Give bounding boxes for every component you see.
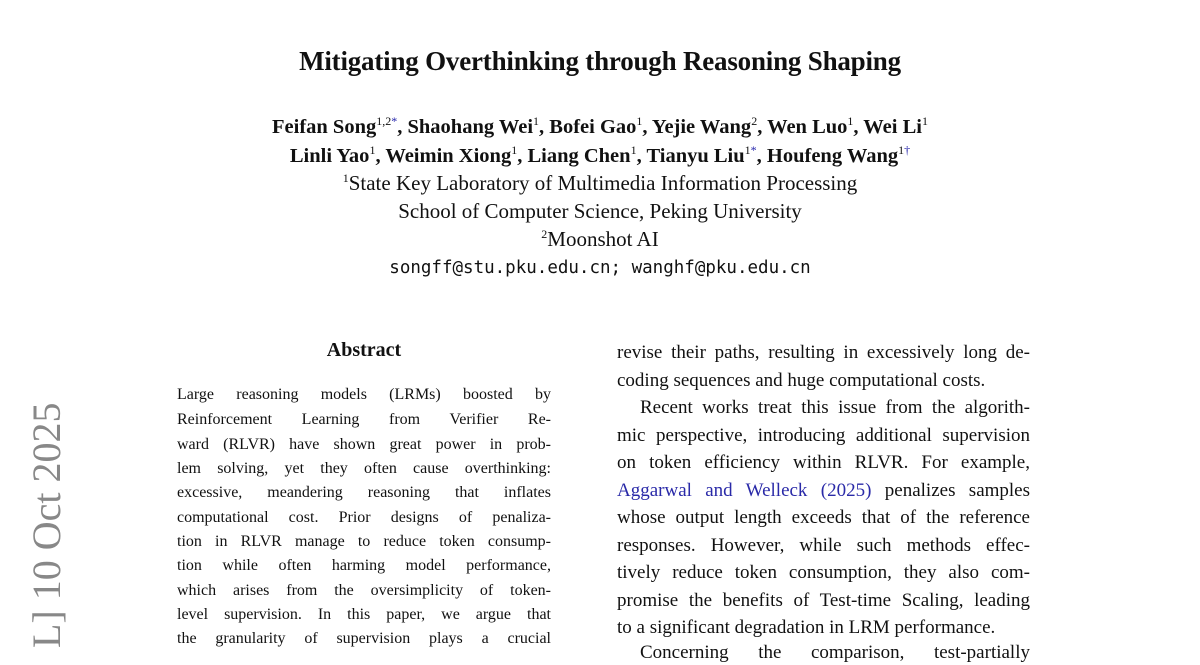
citation-authors[interactable]: Aggarwal and Welleck bbox=[617, 480, 808, 501]
author-separator: , bbox=[397, 115, 408, 138]
citation-link[interactable] bbox=[617, 480, 871, 501]
affiliation-1-text: State Key Laboratory of Multimedia Information Processing bbox=[348, 171, 858, 195]
author-name: Linli Yao bbox=[289, 144, 370, 167]
body-line: revise their paths, resulting in excessively long de- bbox=[617, 342, 1030, 363]
author-name: Wen Luo bbox=[767, 115, 848, 138]
author-name: Shaohang Wei bbox=[407, 115, 534, 138]
body-line: coding sequences and huge computational costs. bbox=[617, 370, 986, 391]
author-affiliation-marker: 1 bbox=[511, 143, 518, 157]
author-separator: , bbox=[757, 115, 768, 138]
abstract-line: tion while often harming model performance, bbox=[177, 557, 551, 574]
author-name: Bofei Gao bbox=[549, 115, 637, 138]
abstract-line: ward (RLVR) have shown great power in prob- bbox=[177, 436, 551, 453]
body-line: on token efficiency within RLVR. For example, bbox=[617, 452, 1030, 473]
author-affiliation-marker: 1 bbox=[847, 114, 854, 128]
affiliation-1-department: School of Computer Science, Peking University bbox=[398, 199, 802, 223]
author-separator: , bbox=[636, 144, 647, 167]
author-name: Liang Chen bbox=[527, 144, 631, 167]
author-emails: songff@stu.pku.edu.cn; wanghf@pku.edu.cn bbox=[389, 258, 811, 278]
author-note-marker: † bbox=[904, 143, 911, 157]
arxiv-stamp-text: L] 10 Oct 2025 bbox=[24, 402, 69, 648]
authors-line-2 bbox=[0, 143, 1200, 168]
author-separator: , bbox=[375, 144, 386, 167]
author-affiliation-marker: 1 bbox=[744, 143, 751, 157]
affiliation-2-text: Moonshot AI bbox=[547, 227, 659, 251]
author-separator: , bbox=[756, 144, 767, 167]
body-line: to a significant degradation in LRM performance. bbox=[617, 617, 996, 638]
citation-year[interactable]: 2025 bbox=[827, 480, 866, 501]
citation-close-paren[interactable]: ) bbox=[865, 480, 872, 501]
authors-line-1 bbox=[0, 114, 1200, 139]
body-line: tively reduce token consumption, they also com- bbox=[617, 562, 1030, 583]
affiliation-2 bbox=[0, 227, 1200, 252]
author-separator: , bbox=[642, 115, 652, 138]
paper-title: Mitigating Overthinking through Reasoning Shaping bbox=[299, 46, 901, 76]
abstract-line: the granularity of supervision plays a crucial bbox=[177, 630, 551, 647]
author-name: Tianyu Liu bbox=[646, 144, 745, 167]
abstract-line: computational cost. Prior designs of penaliza- bbox=[177, 509, 551, 526]
author-affiliation-marker: 1 bbox=[898, 143, 905, 157]
body-line: mic perspective, introducing additional supervision bbox=[617, 425, 1030, 446]
abstract-heading: Abstract bbox=[326, 339, 402, 361]
author-name: Yejie Wang bbox=[651, 115, 752, 138]
author-name: Houfeng Wang bbox=[766, 144, 899, 167]
author-note-marker: * bbox=[391, 114, 398, 128]
author-note-marker: * bbox=[750, 143, 757, 157]
body-line: Concerning the comparison, test-partially bbox=[640, 642, 1030, 663]
author-name: Weimin Xiong bbox=[385, 144, 512, 167]
author-separator: , bbox=[853, 115, 864, 138]
author-affiliation-marker: 2 bbox=[751, 114, 758, 128]
author-affiliation-marker: 1 bbox=[921, 114, 928, 128]
abstract-line: tion in RLVR manage to reduce token consump- bbox=[177, 533, 551, 550]
body-line: Recent works treat this issue from the algorith- bbox=[640, 397, 1030, 418]
body-line-with-citation bbox=[617, 478, 1030, 503]
author-affiliation-marker: 1 bbox=[630, 143, 637, 157]
citation-open-paren[interactable]: ( bbox=[820, 480, 828, 501]
body-line-text: penalizes samples bbox=[884, 480, 1031, 501]
abstract-line: which arises from the oversimplicity of token- bbox=[177, 582, 551, 599]
author-separator: , bbox=[539, 115, 550, 138]
affiliation-2-marker: 2 bbox=[541, 227, 548, 241]
author-name: Feifan Song bbox=[272, 115, 377, 138]
arxiv-identifier-stamp bbox=[23, 402, 70, 648]
author-name: Wei Li bbox=[863, 115, 922, 138]
author-affiliation-marker: 1,2 bbox=[376, 114, 392, 128]
body-line: responses. However, while such methods effec- bbox=[617, 535, 1030, 556]
author-affiliation-marker: 1 bbox=[369, 143, 376, 157]
affiliation-1 bbox=[0, 171, 1200, 196]
abstract-line: level supervision. In this paper, we argue that bbox=[177, 606, 551, 623]
abstract-line: Reinforcement Learning from Verifier Re- bbox=[177, 411, 551, 428]
author-separator: , bbox=[517, 144, 528, 167]
body-line: whose output length exceeds that of the reference bbox=[617, 507, 1030, 528]
abstract-line: excessive, meandering reasoning that inflates bbox=[177, 484, 551, 501]
author-affiliation-marker: 1 bbox=[636, 114, 643, 128]
body-line: promise the benefits of Test-time Scaling, leading bbox=[617, 590, 1030, 611]
author-affiliation-marker: 1 bbox=[533, 114, 540, 128]
abstract-line: lem solving, yet they often cause overthinking: bbox=[177, 460, 551, 477]
abstract-line: Large reasoning models (LRMs) boosted by bbox=[177, 386, 551, 403]
affiliation-1-marker: 1 bbox=[342, 171, 349, 185]
